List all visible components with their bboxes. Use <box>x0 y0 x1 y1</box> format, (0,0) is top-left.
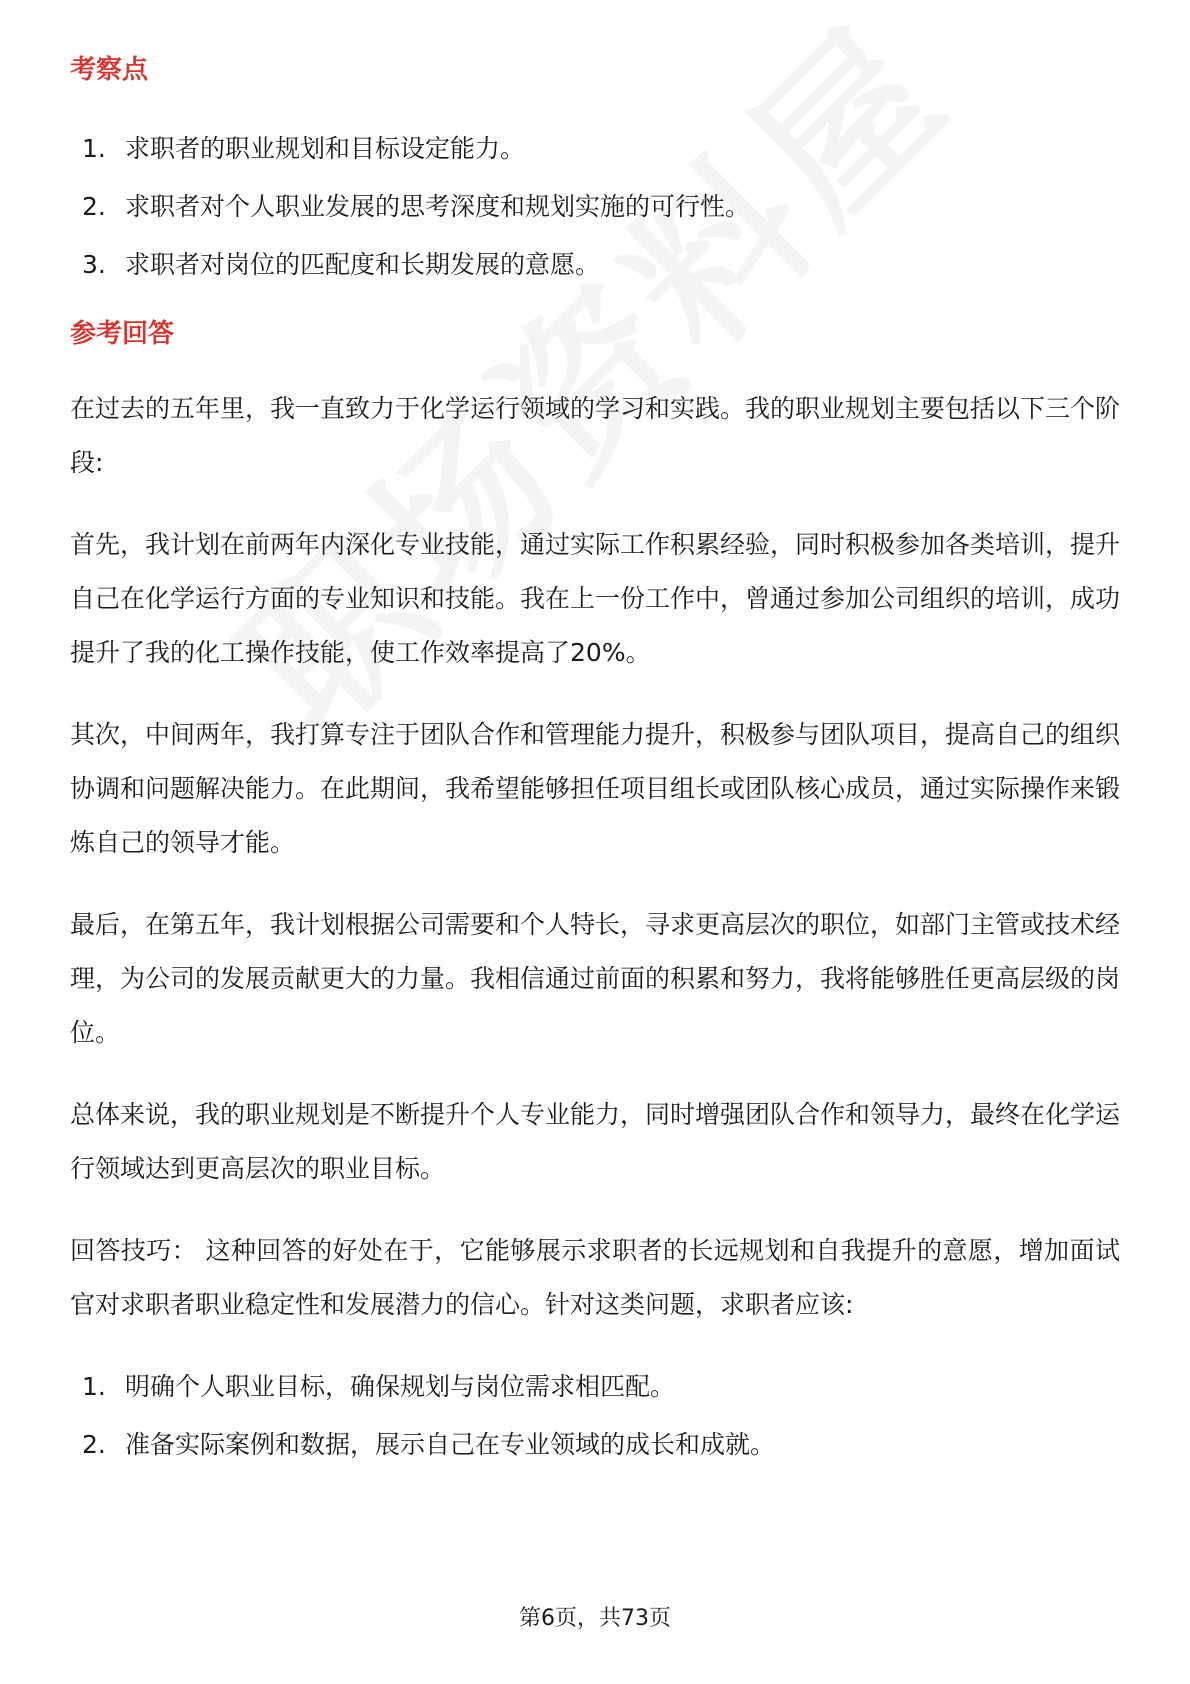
list-item-text: 求职者对个人职业发展的思考深度和规划实施的可行性。 <box>125 192 751 221</box>
section-heading-assessment: 考察点 <box>70 55 149 85</box>
paragraph-third-stage: 最后，在第五年，我计划根据公司需要和个人特长，寻求更高层次的职位，如部门主管或技术经理，为公司的发展贡献更大的力量。我相信通过前面的积累和努力，我将能够胜任更高层级的岗位。 <box>70 910 1121 1047</box>
paragraph-summary: 总体来说，我的职业规划是不断提升个人专业能力，同时增强团队合作和领导力，最终在化学运行领域达到更高层次的职业目标。 <box>70 1100 1121 1183</box>
list-item-number: 2. <box>82 1430 106 1459</box>
paragraph-first-stage: 首先，我计划在前两年内深化专业技能，通过实际工作积累经验，同时积极参加各类培训，提升自己在化学运行方面的专业知识和技能。我在上一份工作中，曾通过参加公司组织的培训，成功提升了我的化工操作技能，使工作效率提高了20%。 <box>70 530 1121 667</box>
list-item-text: 明确个人职业目标，确保规划与岗位需求相匹配。 <box>125 1372 676 1401</box>
list-item-number: 2. <box>82 192 106 221</box>
list-item-text: 求职者对岗位的匹配度和长期发展的意愿。 <box>125 250 601 279</box>
list-item-text: 准备实际案例和数据，展示自己在专业领域的成长和成就。 <box>125 1430 776 1459</box>
list-item <box>70 178 1120 236</box>
paragraph-intro: 在过去的五年里，我一直致力于化学运行领域的学习和实践。我的职业规划主要包括以下三个阶段: <box>70 394 1121 477</box>
paragraph-second-stage: 其次，中间两年，我打算专注于团队合作和管理能力提升，积极参与团队项目，提高自己的组织协调和问题解决能力。在此期间，我希望能够担任项目组长或团队核心成员，通过实际操作来锻炼自己的领导才能。 <box>70 720 1121 857</box>
list-item <box>70 1416 1120 1474</box>
tips-list <box>70 1358 1120 1474</box>
paragraph-answer-tips: 回答技巧： 这种回答的好处在于，它能够展示求职者的长远规划和自我提升的意愿，增加面试官对求职者职业稳定性和发展潜力的信心。针对这类问题，求职者应该: <box>70 1236 1120 1319</box>
page-footer: 第6页，共73页 <box>519 1606 671 1631</box>
section-heading-reference-answer: 参考回答 <box>70 319 175 349</box>
list-item <box>70 120 1120 178</box>
list-item-number: 1. <box>82 134 106 163</box>
assessment-list <box>70 120 1120 294</box>
list-item-number: 3. <box>82 250 106 279</box>
page-content <box>70 48 1120 1474</box>
list-item <box>70 1358 1120 1416</box>
list-item-number: 1. <box>82 1372 106 1401</box>
list-item <box>70 236 1120 294</box>
list-item-text: 求职者的职业规划和目标设定能力。 <box>125 134 526 163</box>
